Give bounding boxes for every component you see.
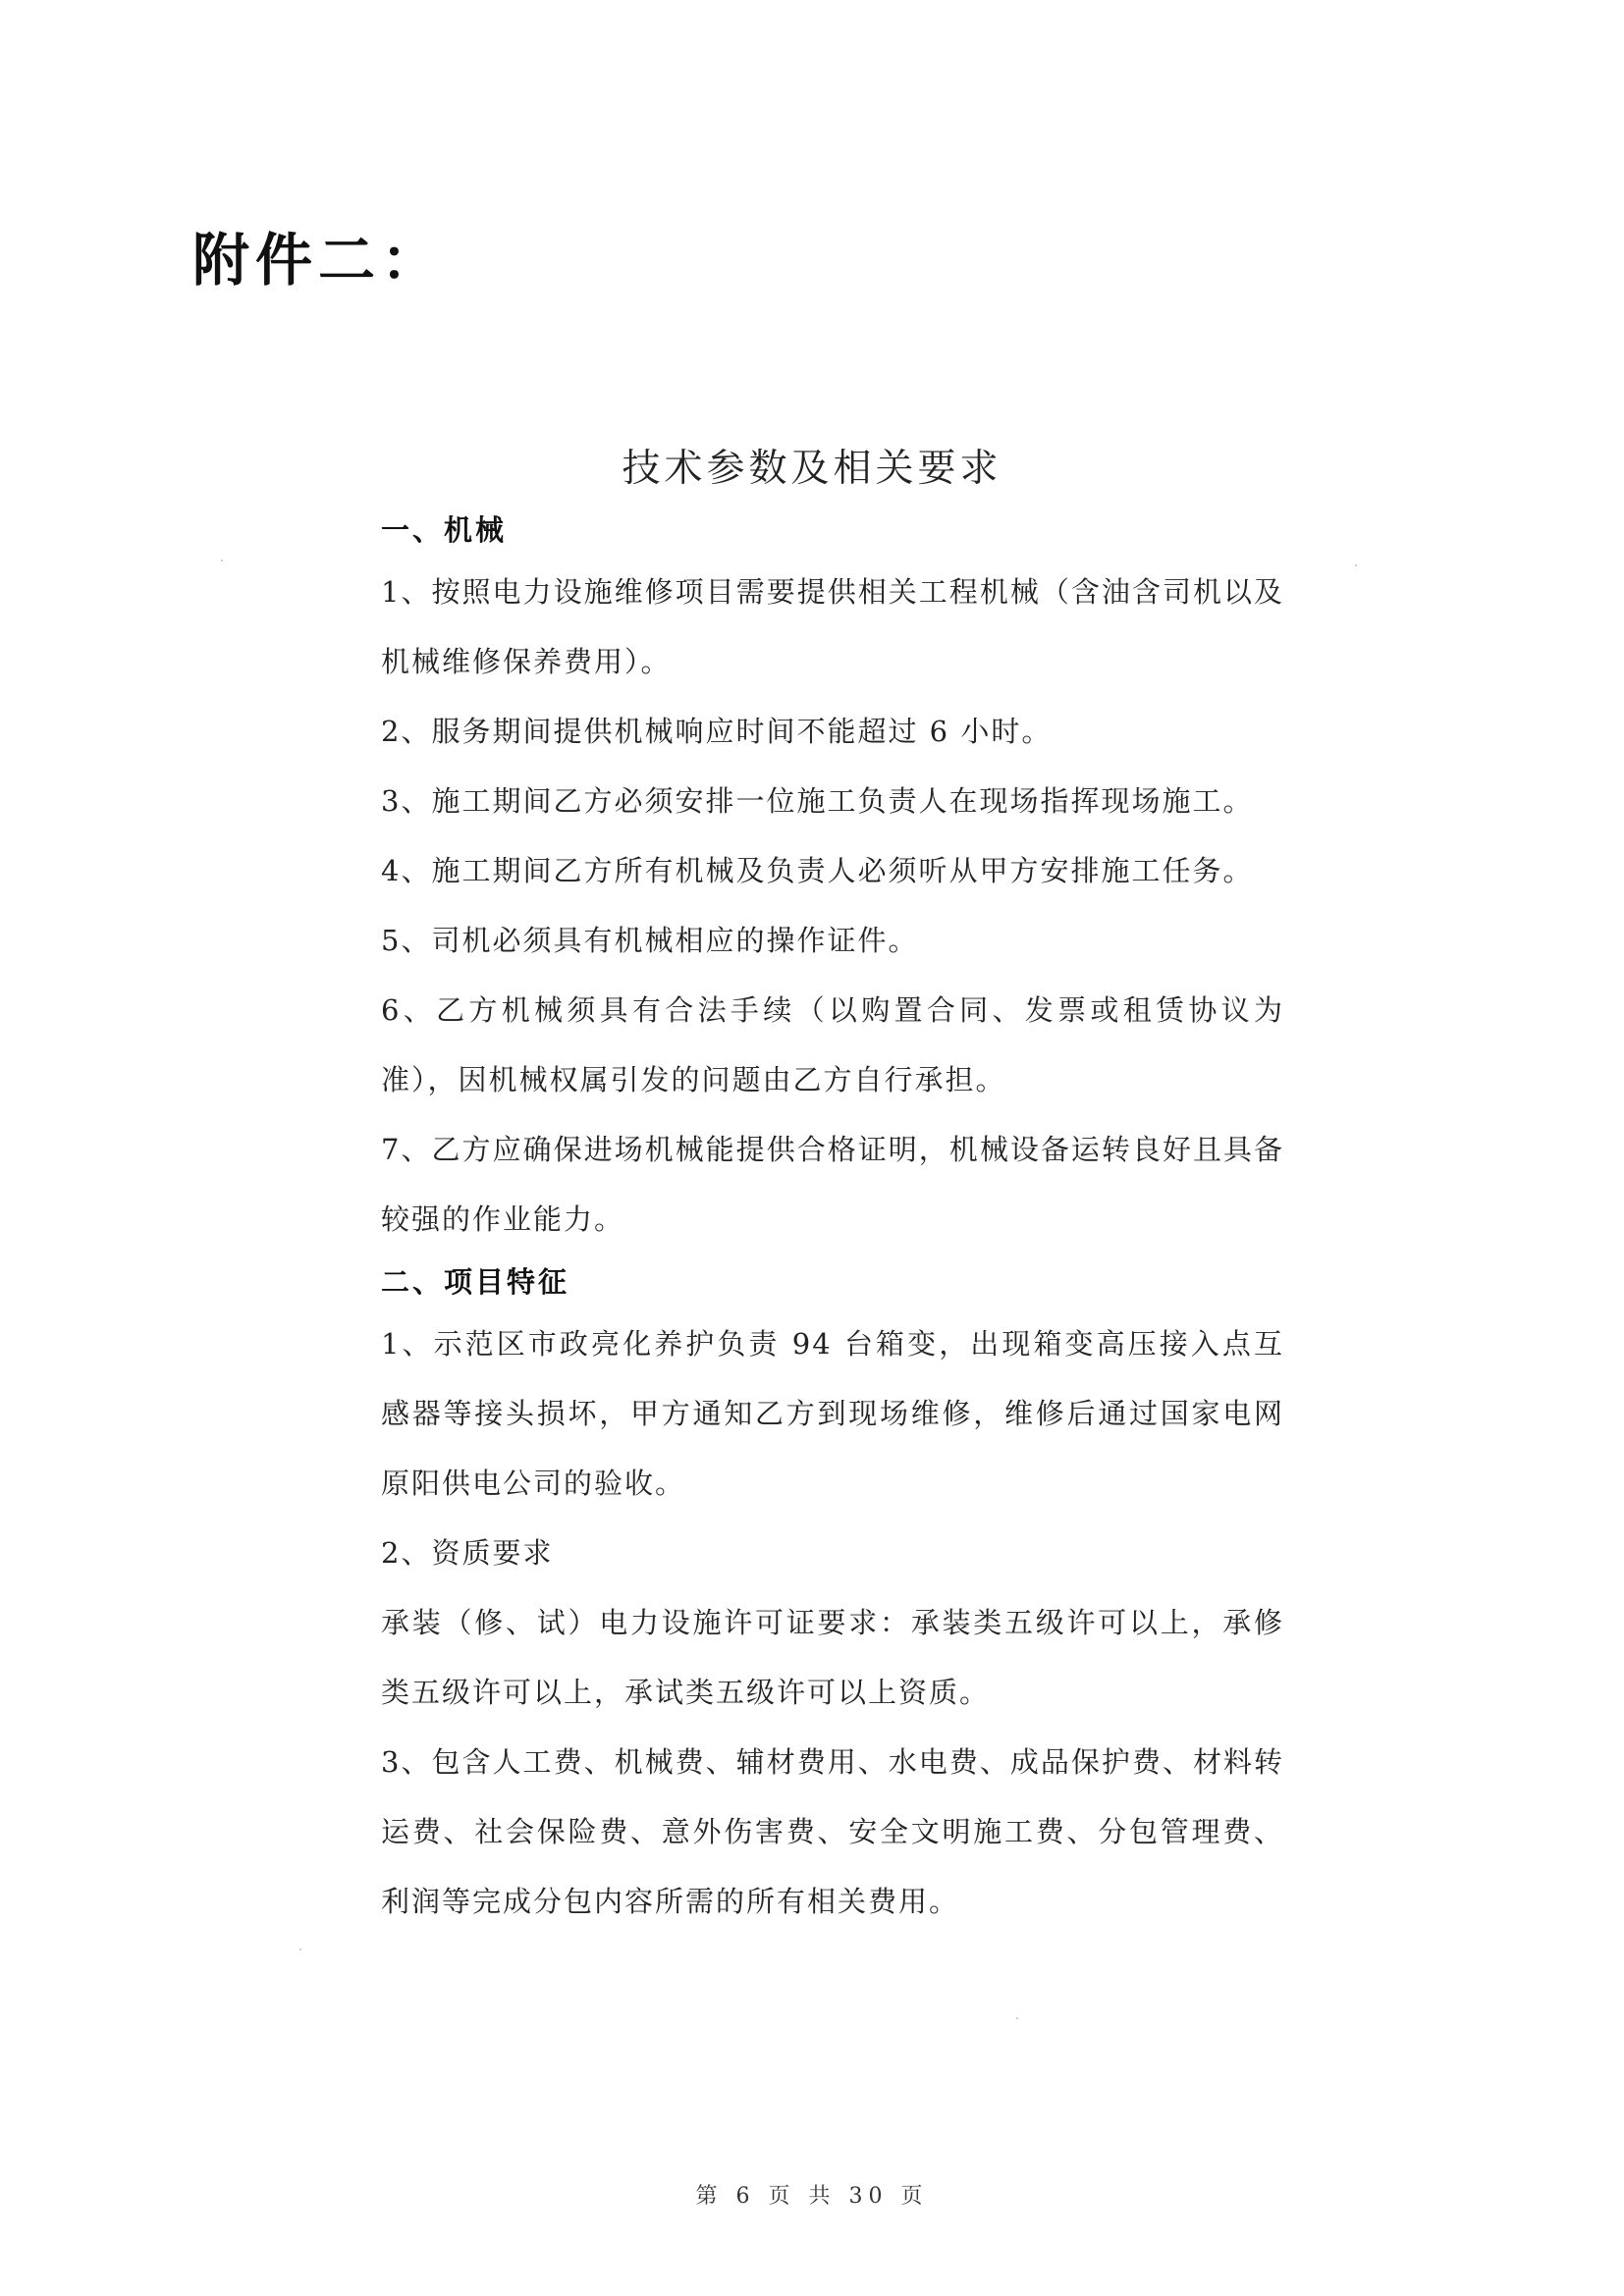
- paragraph: 2、服务期间提供机械响应时间不能超过 6 小时。: [381, 715, 1053, 748]
- section-heading-project-features: 二、项目特征: [381, 1265, 570, 1299]
- annex-title: 附件二：: [192, 227, 445, 294]
- paragraph: 4、施工期间乙方所有机械及负责人必须听从甲方安排施工任务。: [381, 854, 1254, 887]
- paragraph: 1、示范区市政亮化养护负责 94 台箱变，出现箱变高压接入点互感器等接头损坏，甲方通知乙方到现场维修，维修后通过国家电网原阳供电公司的验收。: [381, 1327, 1284, 1500]
- page-number-footer: 第 6 页 共 30 页: [695, 2184, 929, 2209]
- document-title: 技术参数及相关要求: [622, 447, 1002, 491]
- paragraph: 7、乙方应确保进场机械能提供合格证明，机械设备运转良好且具备较强的作业能力。: [381, 1133, 1284, 1236]
- paragraph: 1、按照电力设施维修项目需要提供相关工程机械（含油含司机以及机械维修保养费用）。: [381, 575, 1284, 678]
- document-body: [381, 503, 1284, 1937]
- paragraph: 承装（修、试）电力设施许可证要求：承装类五级许可以上，承修类五级许可以上，承试类五级许可以上资质。: [381, 1606, 1284, 1709]
- scan-speck: [1355, 564, 1357, 566]
- scan-speck: [1016, 2017, 1018, 2019]
- section-heading-machinery: 一、机械: [381, 513, 508, 547]
- paragraph: 3、包含人工费、机械费、辅材费用、水电费、成品保护费、材料转运费、社会保险费、意外伤害费、安全文明施工费、分包管理费、利润等完成分包内容所需的所有相关费用。: [381, 1745, 1284, 1918]
- scan-speck: [221, 560, 223, 561]
- paragraph: 6、乙方机械须具有合法手续（以购置合同、发票或租赁协议为准），因机械权属引发的问题由乙方自行承担。: [381, 993, 1284, 1096]
- paragraph: 2、资质要求: [381, 1536, 554, 1570]
- paragraph: 3、施工期间乙方必须安排一位施工负责人在现场指挥现场施工。: [381, 784, 1254, 818]
- scan-speck: [299, 1949, 301, 1950]
- paragraph: 5、司机必须具有机械相应的操作证件。: [381, 924, 919, 957]
